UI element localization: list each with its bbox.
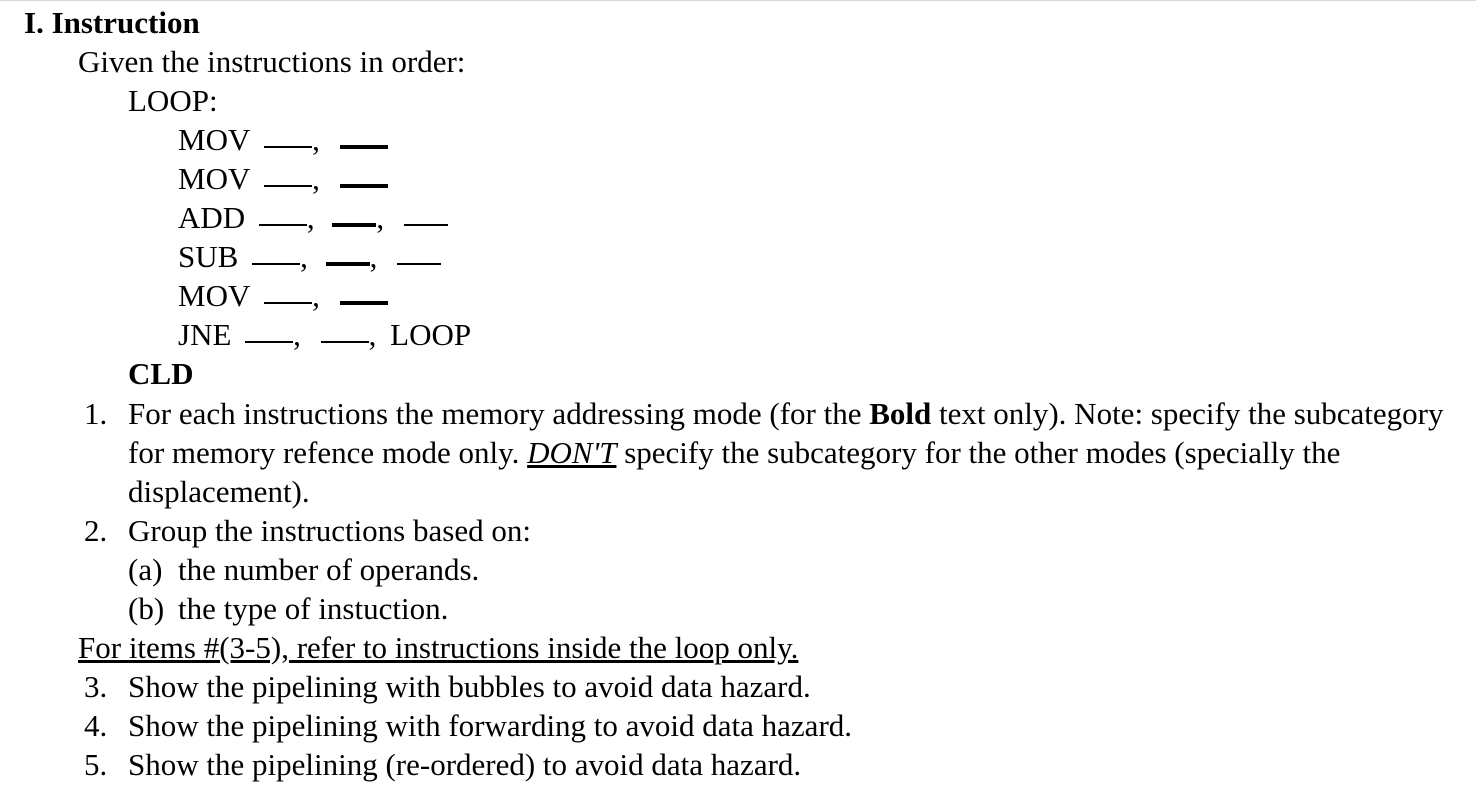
operand-blank <box>404 224 448 226</box>
comma: , <box>369 239 378 274</box>
sub-item-b <box>128 589 1448 628</box>
emphasis-dont: DON'T <box>527 435 617 470</box>
operand-blank <box>259 224 307 226</box>
item-number: 2. <box>84 513 108 548</box>
item-number: 4. <box>84 708 108 743</box>
question-item-2 <box>84 511 1448 550</box>
instruction-line-3 <box>178 200 448 236</box>
instruction-opcode: MOV <box>178 161 251 196</box>
operand-blank <box>245 341 293 343</box>
sub-item-label: (b) <box>128 591 165 626</box>
item-text <box>84 394 1448 511</box>
bold-word: Bold <box>869 396 932 431</box>
cld-instruction: CLD <box>128 356 194 391</box>
operand-blank <box>332 223 376 227</box>
question-item-3 <box>84 667 1448 706</box>
comma: , <box>293 317 301 352</box>
top-border <box>0 0 1476 1</box>
instruction-opcode: MOV <box>178 122 251 157</box>
operand-blank <box>264 185 312 187</box>
item-number: 3. <box>84 669 108 704</box>
operand-blank <box>340 145 388 149</box>
loop-label: LOOP: <box>128 83 218 118</box>
instruction-opcode: SUB <box>178 239 239 274</box>
sub-item-label: (a) <box>128 552 163 587</box>
question-item-5 <box>84 745 1448 784</box>
comma: , <box>306 200 315 235</box>
section-heading: I. Instruction <box>24 5 200 40</box>
item-text-part: specify the subcategory for the other modes (specially the displacement). <box>128 435 1341 509</box>
item-text-part: For each instructions the memory addressing mode (for the <box>128 396 870 431</box>
comma: , <box>300 239 308 274</box>
item-text-part: text only). Note: specify the subcategory for memory refence mode only. <box>128 396 1444 470</box>
item-text: Show the pipelining with forwarding to avoid data hazard. <box>128 708 853 743</box>
instruction-line-1 <box>178 122 388 158</box>
question-list-2 <box>84 667 1448 784</box>
operand-blank <box>340 184 388 188</box>
loop-note: For items #(3-5), refer to instructions inside the loop only. <box>78 630 799 665</box>
question-list <box>84 394 1448 628</box>
operand-blank <box>264 302 312 304</box>
item-text: Group the instructions based on: <box>128 513 531 548</box>
comma: , <box>312 161 320 196</box>
instruction-opcode: JNE <box>178 317 232 352</box>
question-item-1 <box>84 394 1448 511</box>
intro-text: Given the instructions in order: <box>78 44 466 79</box>
sub-item-text: the number of operands. <box>178 552 480 587</box>
comma: , <box>368 317 377 352</box>
sub-item-text: the type of instuction. <box>178 591 449 626</box>
operand-blank <box>340 301 388 305</box>
instruction-line-6 <box>178 317 471 353</box>
operand-blank <box>397 263 441 265</box>
operand-blank <box>264 146 312 148</box>
comma: , <box>312 278 320 313</box>
question-item-4 <box>84 706 1448 745</box>
operand-blank <box>326 262 370 266</box>
item-number: 5. <box>84 747 108 782</box>
instruction-line-4 <box>178 239 441 275</box>
instruction-line-2 <box>178 161 388 197</box>
comma: , <box>312 122 320 157</box>
instruction-opcode: MOV <box>178 278 251 313</box>
item-number: 1. <box>84 396 108 431</box>
jump-target-label: LOOP <box>390 317 472 352</box>
item-text: Show the pipelining with bubbles to avoid data hazard. <box>128 669 811 704</box>
operand-blank <box>252 263 300 265</box>
comma: , <box>376 200 385 235</box>
sub-list <box>84 550 1448 628</box>
instruction-opcode: ADD <box>178 200 246 235</box>
operand-blank <box>321 341 369 343</box>
sub-item-a <box>128 550 1448 589</box>
item-text: Show the pipelining (re-ordered) to avoid data hazard. <box>128 747 802 782</box>
instruction-line-5 <box>178 278 388 314</box>
